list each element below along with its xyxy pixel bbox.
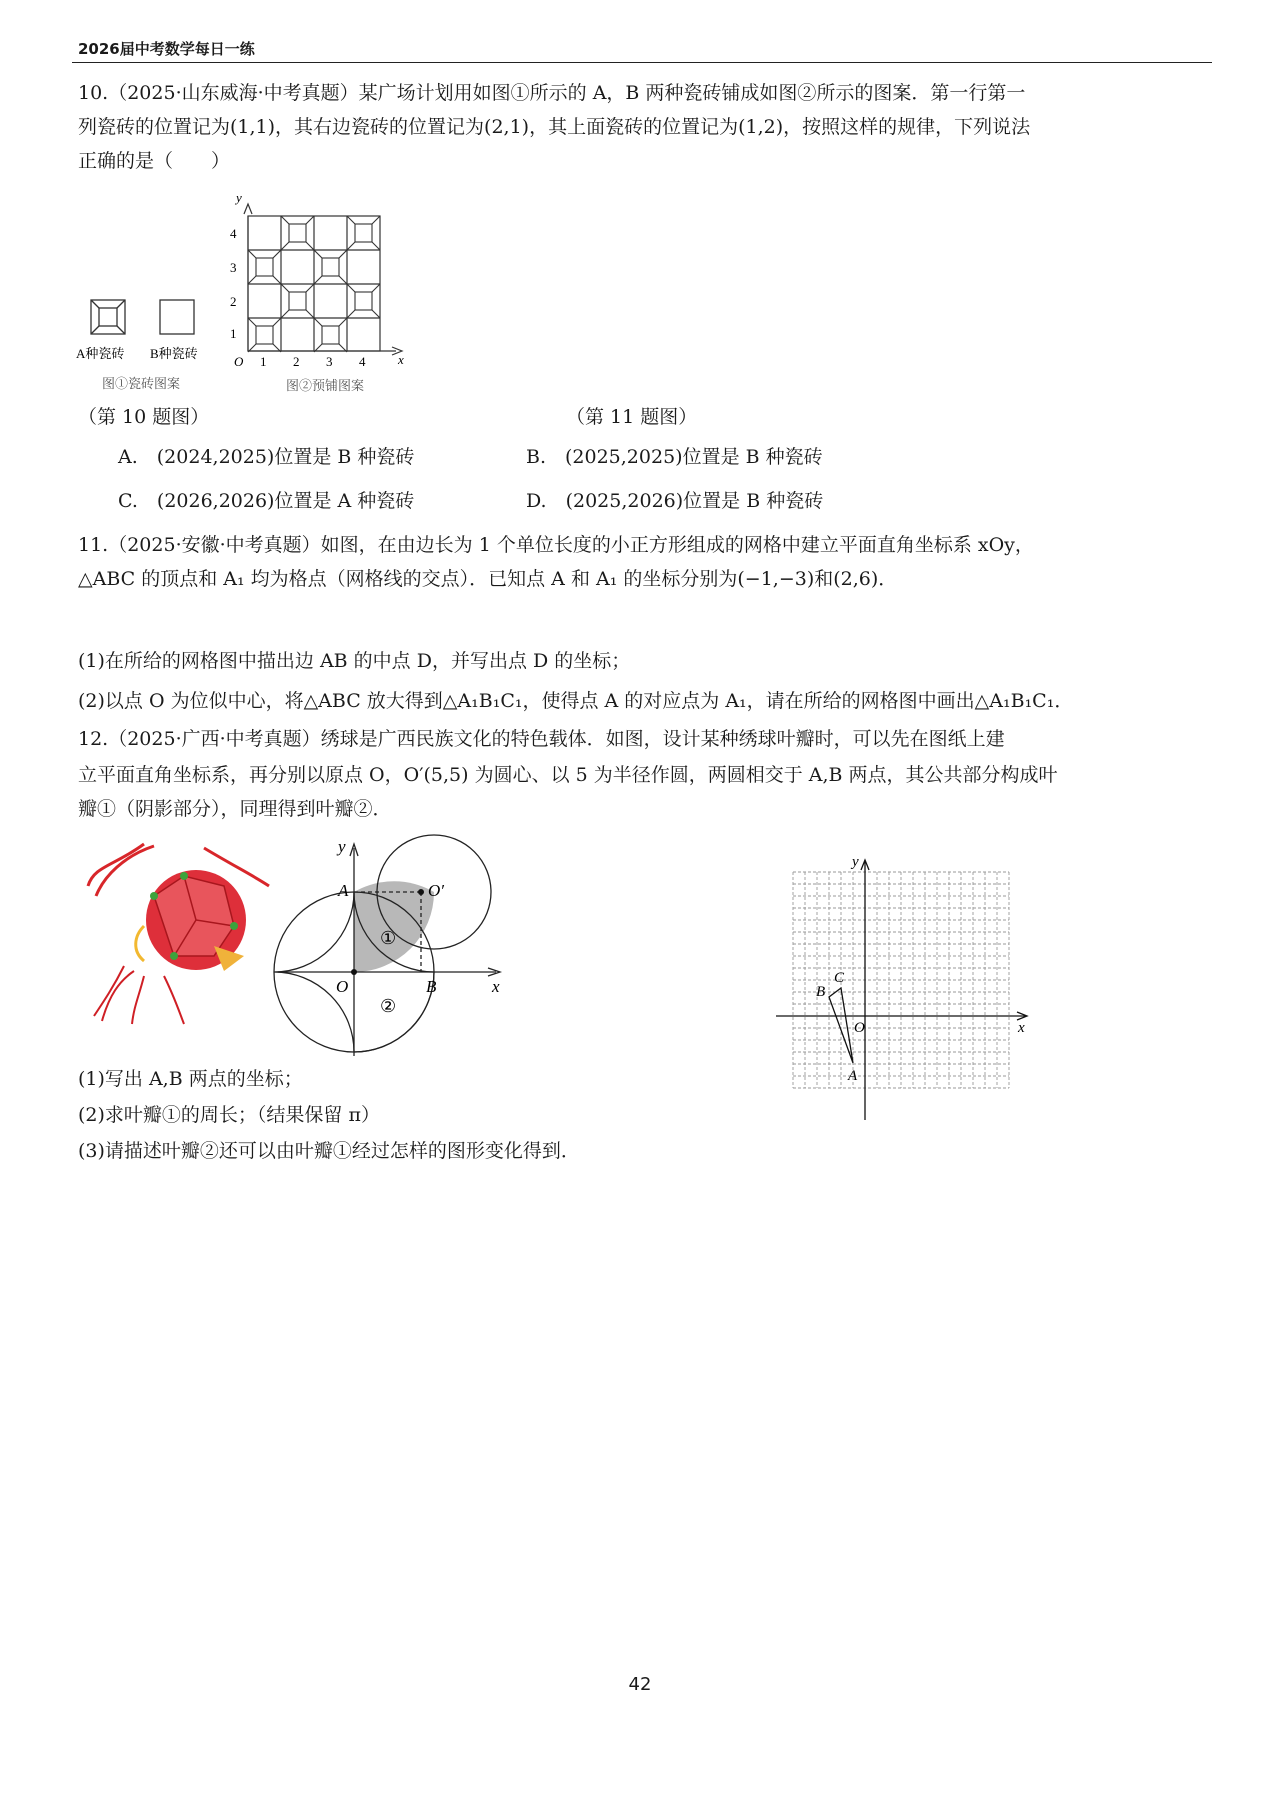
y-tick-2: 2 [230, 294, 237, 309]
tile-a-diagonal [306, 242, 314, 250]
tile-a-diagonal [339, 318, 347, 326]
tile-a-diagonal [248, 318, 256, 326]
x-tick-4: 4 [359, 354, 366, 369]
dashed-grid [793, 872, 1009, 1088]
figure-1-caption: 图①瓷砖图案 [102, 376, 181, 391]
q12-line-1: 12.（2025·广西·中考真题）绣球是广西民族文化的特色载体．如图，设计某种绣球叶瓣时，可以先在图纸上建 [78, 728, 1005, 750]
tile-a-diagonal [372, 284, 380, 292]
petal-2-label: ② [380, 996, 397, 1016]
tile-a-inner [322, 326, 339, 344]
point-a-label: A [338, 881, 349, 900]
q12-part-1: (1)写出 A,B 两点的坐标； [78, 1068, 303, 1090]
x-axis-label: x [398, 352, 404, 367]
tile-a-inner [355, 292, 372, 310]
y-tick-1: 1 [230, 326, 237, 341]
tile-a-diagonal [347, 216, 355, 224]
tile-a-diagonal [273, 276, 281, 284]
origin-label: O [234, 354, 244, 369]
q10-line-2: 列瓷砖的位置记为(1,1)，其右边瓷砖的位置记为(2,1)，其上面瓷砖的位置记为(1,2)，按照这样的规律，下列说法 [78, 116, 1031, 138]
page-header: 2026届中考数学每日一练 [78, 40, 255, 58]
q10-option-d: D. (2025,2026)位置是 B 种瓷砖 [526, 490, 824, 512]
q11-figure-caption: （第 11 题图） [566, 406, 698, 428]
tile-a-inner [289, 292, 306, 310]
x-tick-2: 2 [293, 354, 300, 369]
tile-a-inner [322, 258, 339, 276]
tile-a-diagonal [306, 310, 314, 318]
point-b-label: B [426, 977, 437, 996]
q10-line-1: 10.（2025·山东威海·中考真题）某广场计划用如图①所示的 A，B 两种瓷砖铺成如图②所示的图案．第一行第一 [78, 82, 1026, 104]
q10-line-3: 正确的是（ ） [78, 150, 231, 172]
q12-line-2: 立平面直角坐标系，再分别以原点 O，O′(5,5) 为圆心、以 5 为半径作圆，两圆相交于 A,B 两点，其公共部分构成叶 [78, 764, 1058, 786]
point-o-prime-label: O′ [428, 881, 444, 900]
tile-a-diagonal [306, 284, 314, 292]
point-b-label: B [816, 984, 826, 1000]
x-tick-3: 3 [326, 354, 333, 369]
petal-1-shaded [354, 881, 434, 972]
tile-a-inner [256, 326, 273, 344]
q11-line-1: 11.（2025·安徽·中考真题）如图，在由边长为 1 个单位长度的小正方形组成的网格中建立平面直角坐标系 xOy， [78, 534, 1034, 556]
xiuqiu-ball-image [84, 836, 274, 1026]
q10-figure-1-tiles [76, 296, 216, 396]
q12-line-3: 瓣①（阴影部分），同理得到叶瓣②． [78, 798, 392, 820]
tile-a-diagonal [372, 310, 380, 318]
tile-a-diagonal [281, 310, 289, 318]
q11-grid-figure [776, 852, 1038, 1124]
y-tick-3: 3 [230, 260, 237, 275]
y-axis-label: y [338, 837, 346, 856]
q11-line-2: △ABC 的顶点和 A₁ 均为格点（网格线的交点）．已知点 A 和 A₁ 的坐标分别为(−1,−3)和(2,6)． [78, 568, 898, 590]
origin-label: O [854, 1020, 865, 1036]
pattern-grid [244, 204, 402, 355]
point-a-label: A [848, 1068, 858, 1084]
petal-1-label: ① [380, 928, 397, 948]
q12-part-2: (2)求叶瓣①的周长；（结果保留 π） [78, 1104, 380, 1126]
y-axis-label: y [852, 854, 859, 870]
tile-a-diagonal [273, 318, 281, 326]
y-tick-4: 4 [230, 226, 237, 241]
q12-part-3: (3)请描述叶瓣②还可以由叶瓣①经过怎样的图形变化得到． [78, 1140, 580, 1162]
tile-a-diagonal [347, 310, 355, 318]
tile-a-inner [355, 224, 372, 242]
q11-part-1: (1)在所给的网格图中描出边 AB 的中点 D，并写出点 D 的坐标； [78, 650, 631, 672]
tile-b [160, 300, 194, 334]
page-number: 42 [628, 1674, 652, 1695]
tile-a-diagonal [314, 276, 322, 284]
tile-a-diagonal [314, 318, 322, 326]
tile-b-label: B种瓷砖 [150, 346, 198, 361]
tile-a-inner [256, 258, 273, 276]
tile-a-diagonal [281, 284, 289, 292]
tile-a-diagonal [339, 276, 347, 284]
tile-a-diagonal [372, 242, 380, 250]
tile-a-diagonal [347, 284, 355, 292]
tile-a-inner [289, 224, 306, 242]
tile-a-diagonal [248, 276, 256, 284]
q10-option-b: B. (2025,2025)位置是 B 种瓷砖 [526, 446, 823, 468]
q10-figure-caption: （第 10 题图） [78, 406, 210, 428]
x-tick-1: 1 [260, 354, 267, 369]
tile-a [91, 300, 125, 334]
tile-a-diagonal [306, 216, 314, 224]
figure-2-caption: 图②预铺图案 [286, 378, 365, 393]
tile-a-diagonal [248, 250, 256, 258]
origin-o-label: O [336, 977, 349, 996]
x-axis-label: x [1018, 1020, 1025, 1036]
tile-a-label: A种瓷砖 [76, 346, 125, 361]
q10-figure-2-pattern [226, 186, 426, 396]
tile-a-diagonal [273, 250, 281, 258]
y-axis-label: y [236, 190, 242, 205]
q12-petal-diagram [282, 836, 512, 1058]
tile-a-diagonal [281, 242, 289, 250]
header-rule [72, 62, 1212, 63]
x-axis-label: x [492, 977, 500, 996]
tile-a-diagonal [314, 250, 322, 258]
q10-option-c: C. (2026,2026)位置是 A 种瓷砖 [118, 490, 415, 512]
tile-a-diagonal [281, 216, 289, 224]
q11-part-2: (2)以点 O 为位似中心，将△ABC 放大得到△A₁B₁C₁，使得点 A 的对应点为 A₁，请在所给的网格图中画出△A₁B₁C₁． [78, 690, 1074, 712]
tile-a-diagonal [339, 250, 347, 258]
tile-a-diagonal [347, 242, 355, 250]
tile-a-diagonal [372, 216, 380, 224]
point-c-label: C [834, 970, 845, 986]
q10-option-a: A. (2024,2025)位置是 B 种瓷砖 [118, 446, 415, 468]
